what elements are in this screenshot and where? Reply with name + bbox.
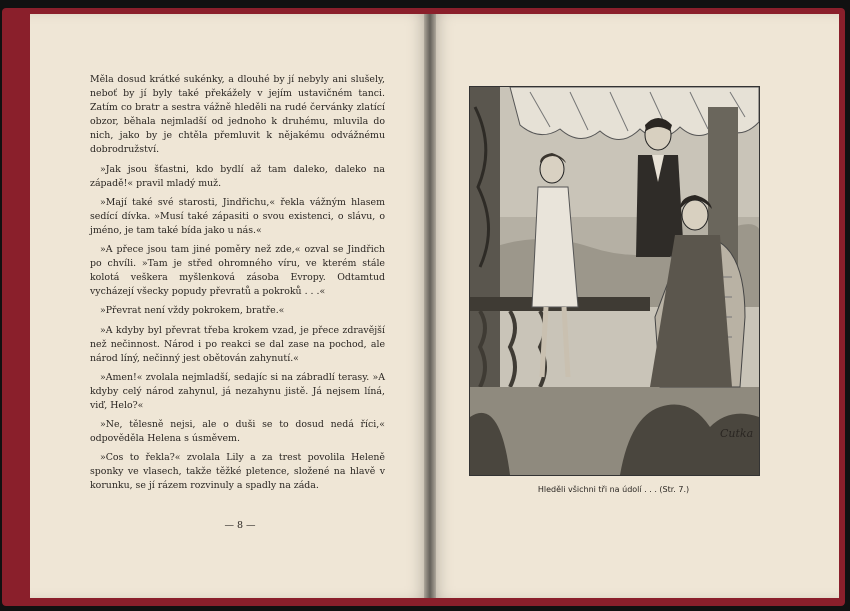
page-number: — 8 — (224, 520, 256, 531)
paragraph: »Amen!« zvolala nejmladší, sedajíc si na zábradlí terasy. »A kdyby celý národ zahynul, já nezahynu jistě. Já nejsem líná, viď, Helo?« (90, 371, 385, 411)
artist-signature: Cutka (720, 427, 754, 440)
paragraph: »Převrat není vždy pokrokem, bratře.« (100, 305, 285, 317)
paragraph: »A kdyby byl převrat třeba krokem vzad, je přece zdravější než nečinnost. Národ i po reakci se dal zase na pochod, ale národ líný, nečinný jest obětován zahynutí.« (90, 324, 385, 364)
paragraph: »Ne, tělesně nejsi, ale o duši se to dosud nedá říci,« odpověděla Helena s úsměvem. (90, 419, 385, 445)
paragraph: »Jak jsou šťastni, kdo bydlí až tam daleko, daleko na západě!« pravil mladý muž. (90, 163, 385, 189)
paragraph: »A přece jsou tam jiné poměry než zde,« ozval se Jindřich po chvíli. »Tam je střed ohromného víru, ve kterém stále kolotá veškera myšlenková zásoba Evropy. Odtamtud vycházejí všecky popudy převratů a pokroků . . .« (90, 244, 385, 298)
book-gutter (424, 14, 436, 598)
paragraph: »Mají také své starosti, Jindřichu,« řekla vážným hlasem sedící dívka. »Musí také zápasiti o svou existenci, o slávu, o jméno, je tam také bída jako u nás.« (90, 196, 385, 236)
paragraph: »Cos to řekla?« zvolala Lily a za trest povolila Heleně sponky ve vlasech, takže těžké pletence, složené na hlavě v korunku, se jí rázem rozvinuly a spadly na záda. (90, 452, 385, 492)
illustration-caption: Hleděli všichni tři na údolí . . . (Str. 7.) (537, 485, 690, 494)
illustration (469, 86, 760, 476)
body-text (90, 73, 385, 499)
terrace-scene-drawing (470, 87, 759, 475)
paragraph: Měla dosud krátké sukénky, a dlouhé by jí nebyly ani slušely, neboť by jí byly také překážely v jejím ustavičném tanci. Zatím co bratr a sestra vážně hleděli na rudé červánky zlatící obzor, běhala nejmladší od jednoho k druhému, mluvila do nich, jako by je chtěla přemluvit k nějakému odvážnému dobrodružství. (90, 74, 385, 156)
